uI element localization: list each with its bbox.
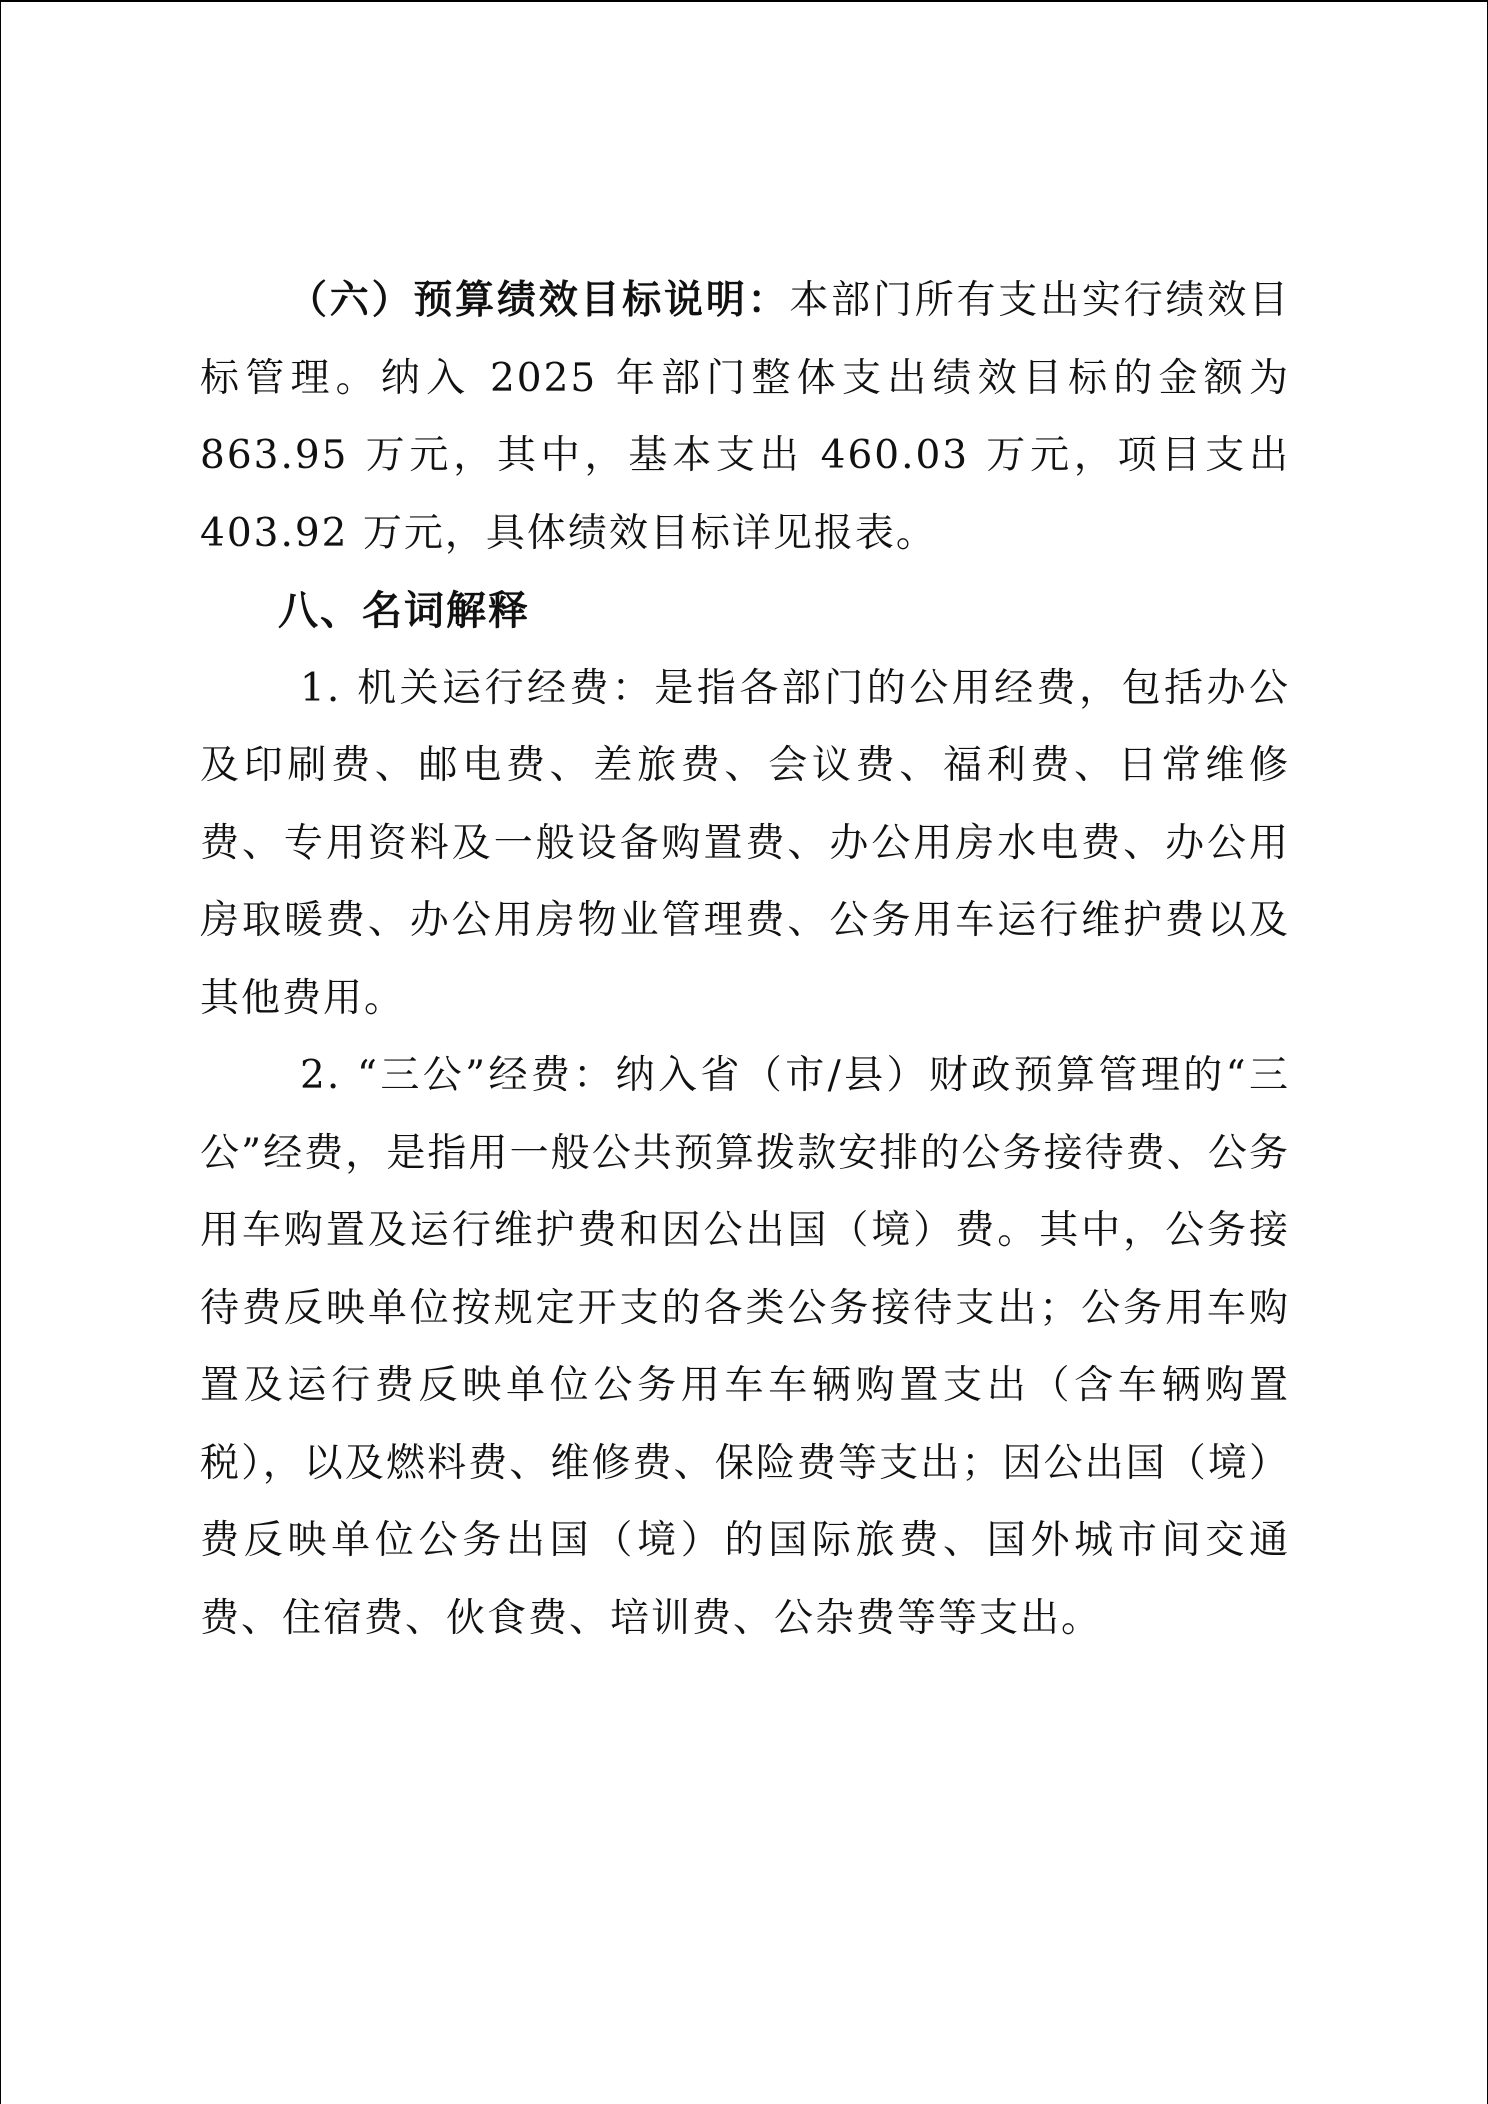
performance-target-paragraph	[200, 262, 1290, 572]
glossary-item-three-public-expenses: 2. “三公”经费：纳入省（市/县）财政预算管理的“三公”经费，是指用一般公共预算拨款安排的公务接待费、公务用车购置及运行维护费和因公出国（境）费。其中，公务接待费反映单位按规定开支的各类公务接待支出；公务用车购置及运行费反映单位公务用车车辆购置支出（含车辆购置税），以及燃料费、维修费、保险费等支出；因公出国（境）费反映单位公务出国（境）的国际旅费、国外城市间交通费、住宿费、伙食费、培训费、公杂费等等支出。	[200, 1053, 1290, 1641]
glossary-item-operating-expenses: 1. 机关运行经费：是指各部门的公用经费，包括办公及印刷费、邮电费、差旅费、会议费、福利费、日常维修费、专用资料及一般设备购置费、办公用房水电费、办公用房取暖费、办公用房物业管理费、公务用车运行维护费以及其他费用。	[200, 665, 1290, 1021]
performance-target-title: （六）预算绩效目标说明：	[288, 277, 790, 323]
glossary-heading: 八、名词解释	[278, 587, 530, 634]
document-body	[200, 262, 1290, 1657]
performance-target-text: 本部门所有支出实行绩效目标管理。纳入 2025 年部门整体支出绩效目标的金额为 863.95 万元，其中，基本支出 460.03 万元，项目支出 403.92 万元，具体绩效目标详见报表。	[200, 278, 1290, 556]
